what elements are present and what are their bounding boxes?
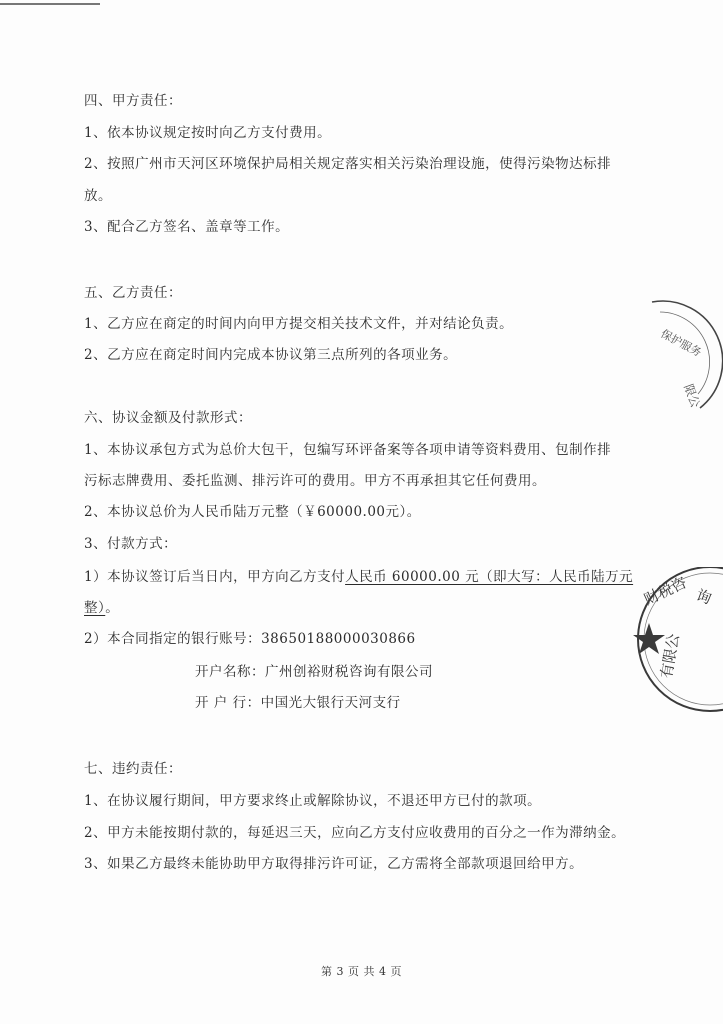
svg-text:询: 询 [693,585,714,608]
section-7-item-2: 2、甲方未能按期付款的，每延迟三天，应向乙方支付应收费用的百分之一作为滞纳金。 [84,825,626,841]
section-5-item-1: 1、乙方应在商定的时间内向甲方提交相关技术文件，并对结论负责。 [84,316,514,332]
bank-name-line [195,694,401,712]
bank-account-line: 2）本合同指定的银行账号：38650188000030866 [84,631,416,647]
bank-label: 开 户 行： [195,695,261,711]
account-name-value: 广州创裕财税咨询有限公司 [265,664,433,680]
section-7-item-1: 1、在协议履行期间，甲方要求终止或解除协议，不退还甲方已付的款项。 [84,793,542,809]
section-4-item-3: 3、配合乙方签名、盖章等工作。 [84,219,290,235]
section-6-item-1-cont: 污标志牌费用、委托监测、排污许可的费用。甲方不再承担其它任何费用。 [84,473,546,489]
section-4-item-2: 2、按照广州市天河区环境保护局相关规定落实相关污染治理设施，使得污染物达标排 [84,156,612,172]
payment-amount-underlined-cont: 整） [84,600,106,616]
section-heading-5: 五、乙方责任： [84,285,182,301]
payment-amount-underlined: 人民币 60000.00 元（即大写：人民币陆万元 [345,569,634,585]
account-name-label: 开户名称： [195,664,265,680]
svg-text:财税咨: 财税咨 [641,573,690,609]
section-heading-4: 四、甲方责任： [84,93,182,109]
payment-line-1-prefix: 1）本协议签订后当日内，甲方向乙方支付 [84,569,346,585]
svg-text:保护服务: 保护服务 [658,327,704,360]
payment-line-2 [84,599,119,617]
payment-line-1 [84,568,633,586]
partial-seal-upper [640,296,723,416]
section-5-item-2: 2、乙方应在商定时间内完成本协议第三点所列的各项业务。 [84,347,458,363]
section-4-item-1: 1、依本协议规定按时向乙方支付费用。 [84,125,332,141]
section-6-item-2: 2、本协议总价为人民币陆万元整（￥60000.00元）。 [84,504,421,520]
section-6-item-1: 1、本协议承包方式为总价大包干，包编写环评备案等各项申请等资料费用、包制作排 [84,442,612,458]
svg-text:有限公: 有限公 [657,632,683,680]
section-heading-6: 六、协议金额及付款形式： [84,410,252,426]
svg-text:限公: 限公 [681,382,703,410]
section-heading-7: 七、违约责任： [84,761,182,777]
scan-edge-mark [0,3,100,5]
bank-name-value: 中国光大银行天河支行 [260,695,401,711]
account-name-line [195,663,433,681]
page-number-footer: 第 3 页 共 4 页 [321,965,402,978]
payment-line-2-suffix: 。 [105,600,120,616]
section-6-item-3: 3、付款方式： [84,536,178,552]
partial-seal-company [625,567,723,717]
section-4-item-2-cont: 放。 [84,188,112,204]
section-7-item-3: 3、如果乙方最终未能协助甲方取得排污许可证，乙方需将全部款项退回给甲方。 [84,856,584,872]
